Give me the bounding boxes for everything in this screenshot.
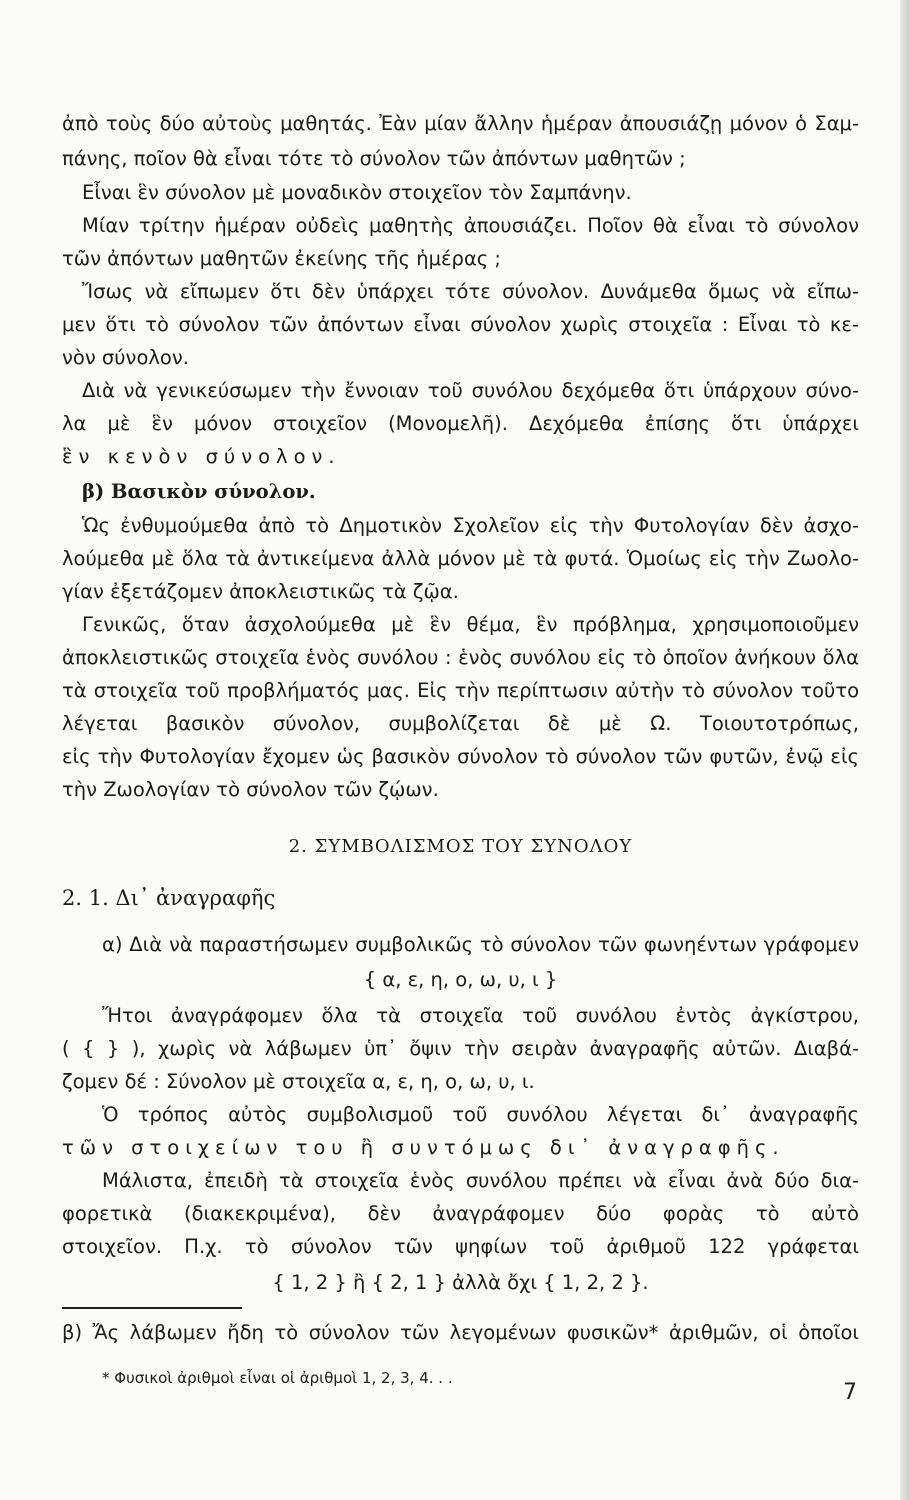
- page-edge: [900, 0, 909, 1500]
- text-line: Μάλιστα, ἐπειδὴ τὰ στοιχεῖα ἑνὸς συνόλου πρέπει νὰ εἶναι ἀνὰ δύο δια-: [102, 1169, 859, 1192]
- subsection-heading: β) Βασικὸν σύνολον.: [82, 480, 316, 503]
- text-line: λούμεθα μὲ ὅλα τὰ ἀντικείμενα ἀλλὰ μόνον μὲ τὰ φυτά. Ὁμοίως εἰς τὴν Ζωολο-: [62, 547, 859, 570]
- formula-line: { 1, 2 } ἢ { 2, 1 } ἀλλὰ ὄχι { 1, 2, 2 }.: [272, 1271, 649, 1294]
- text-line: ἀποκλειστικῶς στοιχεῖα ἑνὸς συνόλου : ἑνὸς συνόλου εἰς τὸ ὁποῖον ἀνήκουν ὅλα: [62, 646, 859, 669]
- text-line: Ἴσως νὰ εἴπωμεν ὅτι δὲν ὑπάρχει τότε σύνολον. Δυνάμεθα ὅμως νὰ εἴπω-: [82, 280, 859, 303]
- text-line: ζομεν δέ : Σύνολον μὲ στοιχεῖα α, ε, η, ο, ω, υ, ι.: [62, 1070, 535, 1093]
- footnote-rule: [62, 1307, 242, 1309]
- section-title: 2. ΣΥΜΒΟΛΙΣΜΟΣ ΤΟΥ ΣΥΝΟΛΟΥ: [288, 836, 633, 857]
- page-number: 7: [843, 1380, 857, 1405]
- footnote: * Φυσικοὶ ἀριθμοὶ εἶναι οἱ ἀριθμοὶ 1, 2, 3, 4. . .: [102, 1369, 453, 1387]
- text-line: τὴν Ζωολογίαν τὸ σύνολον τῶν ζῴων.: [62, 778, 439, 801]
- text-line: νὸν σύνολον.: [62, 346, 189, 369]
- text-line: Μίαν τρίτην ἡμέραν οὐδεὶς μαθητὴς ἀπουσιάζει. Ποῖον θὰ εἶναι τὸ σύνολον: [82, 214, 859, 237]
- text-line: Διὰ νὰ γενικεύσωμεν τὴν ἔννοιαν τοῦ συνόλου δεχόμεθα ὅτι ὑπάρχουν σύνο-: [82, 379, 859, 402]
- text-line: μεν ὅτι τὸ σύνολον τῶν ἀπόντων εἶναι σύνολον χωρὶς στοιχεῖα : Εἶναι τὸ κε-: [62, 313, 859, 336]
- text-line: τῶν ἀπόντων μαθητῶν ἐκείνης τῆς ἡμέρας ;: [62, 247, 502, 270]
- text-line: Ὡς ἐνθυμούμεθα ἀπὸ τὸ Δημοτικὸν Σχολεῖον εἰς τὴν Φυτολογίαν δὲν ἀσχο-: [82, 514, 859, 537]
- text-line: ( { } ), χωρὶς νὰ λάβωμεν ὑπ᾽ ὄψιν τὴν σειρὰν ἀναγραφῆς αὐτῶν. Διαβά-: [62, 1037, 859, 1060]
- text-line: φορετικὰ (διακεκριμένα), δὲν ἀναγράφομεν δύο φορὰς τὸ αὐτὸ: [62, 1202, 859, 1225]
- text-line: α) Διὰ νὰ παραστήσωμεν συμβολικῶς τὸ σύνολον τῶν φωνηέντων γράφομεν: [102, 933, 859, 956]
- formula-line: { α, ε, η, ο, ω, υ, ι }: [363, 968, 558, 991]
- text-line: Εἶναι ἓν σύνολον μὲ μοναδικὸν στοιχεῖον τὸν Σαμπάνην.: [82, 181, 632, 204]
- text-line: ἀπὸ τοὺς δύο αὐτοὺς μαθητάς. Ἐὰν μίαν ἄλλην ἡμέραν ἀπουσιάζῃ μόνον ὁ Σαμ-: [62, 112, 859, 135]
- text-line: στοιχεῖον. Π.χ. τὸ σύνολον τῶν ψηφίων τοῦ ἀριθμοῦ 122 γράφεται: [62, 1235, 859, 1258]
- text-line: Ἤτοι ἀναγράφομεν ὅλα τὰ στοιχεῖα τοῦ συνόλου ἐντὸς ἀγκίστρου,: [102, 1004, 859, 1027]
- text-line: τὰ στοιχεῖα τοῦ προβλήματός μας. Εἰς τὴν περίπτωσιν αὐτὴν τὸ σύνολον τοῦτο: [62, 679, 859, 702]
- text-line: γίαν ἐξετάζομεν ἀποκλειστικῶς τὰ ζῷα.: [62, 580, 459, 603]
- text-line: λα μὲ ἓν μόνον στοιχεῖον (Μονομελῆ). Δεχόμεθα ἐπίσης ὅτι ὑπάρχει: [62, 412, 859, 435]
- subsection-title: 2. 1. Δι᾽ ἀναγραφῆς: [62, 886, 276, 910]
- text-line: ἓν κενὸν σύνολον.: [62, 445, 341, 468]
- text-line: Γενικῶς, ὅταν ἀσχολούμεθα μὲ ἓν θέμα, ἓν πρόβλημα, χρησιμοποιοῦμεν: [82, 613, 859, 636]
- text-line: πάνης, ποῖον θὰ εἶναι τότε τὸ σύνολον τῶν ἀπόντων μαθητῶν ;: [62, 147, 686, 170]
- text-line: εἰς τὴν Φυτολογίαν ἔχομεν ὡς βασικὸν σύνολον τὸ σύνολον τῶν φυτῶν, ἐνῷ εἰς: [62, 745, 859, 768]
- text-line: λέγεται βασικὸν σύνολον, συμβολίζεται δὲ μὲ Ω. Τοιουτοτρόπως,: [62, 712, 859, 735]
- text-line: β) Ἄς λάβωμεν ἤδη τὸ σύνολον τῶν λεγομένων φυσικῶν* ἀριθμῶν, οἱ ὁποῖοι: [62, 1321, 859, 1344]
- text-line: Ὁ τρόπος αὐτὸς συμβολισμοῦ τοῦ συνόλου λέγεται δι᾽ ἀναγραφῆς: [102, 1103, 859, 1126]
- text-line: τῶν στοιχείων του ἢ συντόμως δι᾽ ἀναγραφῆς.: [62, 1136, 785, 1159]
